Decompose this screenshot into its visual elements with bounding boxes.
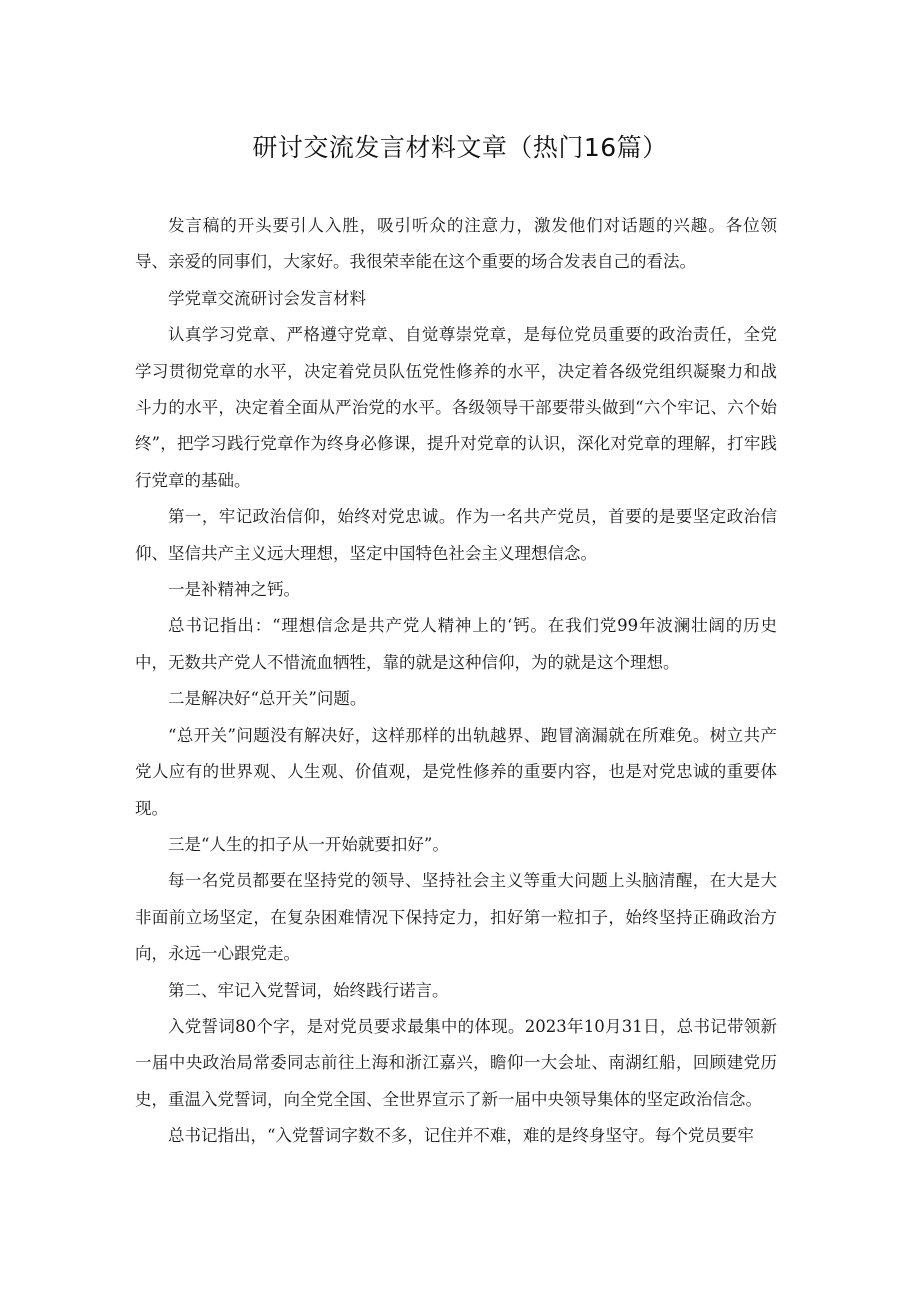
paragraph-party-constitution: 认真学习党章、严格遵守党章、自觉尊崇党章，是每位党员重要的政治责任，全党学习贯彻党章的水平，决定着党员队伍党性修养的水平，决定着各级党组织凝聚力和战斗力的水平，决定着全面从严治党的水平。各级领导干部要带头做到“六个牢记、六个始终”，把学习践行党章作为终身必修课，提升对党章的认识，深化对党章的理解，打牢践行党章的基础。 (135, 325, 777, 490)
paragraph-quote-calcium: 总书记指出：“理想信念是共产党人精神上的‘钙。在我们党99年波澜壮阔的历史中，无数共产党人不惜流血牺牲，靠的就是这种信仰，为的就是这个理想。 (135, 616, 777, 672)
paragraph-subpoint-two: 二是解决好“总开关”问题。 (168, 689, 367, 709)
paragraph-subpoint-three: 三是“人生的扣子从一开始就要扣好”。 (168, 834, 449, 854)
paragraph-oath-quote: 总书记指出，“入党誓词字数不多，记住并不难，难的是终身坚守。每个党员要牢 (168, 1126, 754, 1146)
paragraph-oath: 入党誓词80个字，是对党员要求最集中的体现。2023年10月31日，总书记带领新一届中央政治局常委同志前往上海和浙江嘉兴，瞻仰一大会址、南湖红船，回顾建党历史，重温入党誓词，向全党全国、全世界宣示了新一届中央领导集体的坚定政治信念。 (135, 1016, 777, 1109)
paragraph-intro: 发言稿的开头要引人入胜，吸引听众的注意力，激发他们对话题的兴趣。各位领导、亲爱的同事们，大家好。我很荣幸能在这个重要的场合发表自己的看法。 (135, 216, 777, 272)
paragraph-first-point: 第一，牢记政治信仰，始终对党忠诚。作为一名共产党员，首要的是要坚定政治信仰、坚信共产主义远大理想，坚定中国特色社会主义理想信念。 (135, 507, 777, 563)
document-body (135, 208, 777, 1155)
paragraph-second-point: 第二、牢记入党誓词，始终践行诺言。 (168, 980, 449, 1000)
paragraph-every-member: 每一名党员都要在坚持党的领导、坚持社会主义等重大问题上头脑清醒，在大是大非面前立场坚定，在复杂困难情况下保持定力，扣好第一粒扣子，始终坚持正确政治方向，永远一心跟党走。 (135, 871, 777, 964)
paragraph-subpoint-one: 一是补精神之钙。 (168, 580, 300, 600)
paragraph-master-switch: “总开关”问题没有解决好，这样那样的出轨越界、跑冒滴漏就在所难免。树立共产党人应有的世界观、人生观、价值观，是党性修养的重要内容，也是对党忠诚的重要体现。 (135, 725, 777, 818)
paragraph-section-heading: 学党章交流研讨会发言材料 (168, 288, 366, 308)
document-title: 研讨交流发言材料文章（热门16篇） (252, 133, 668, 162)
